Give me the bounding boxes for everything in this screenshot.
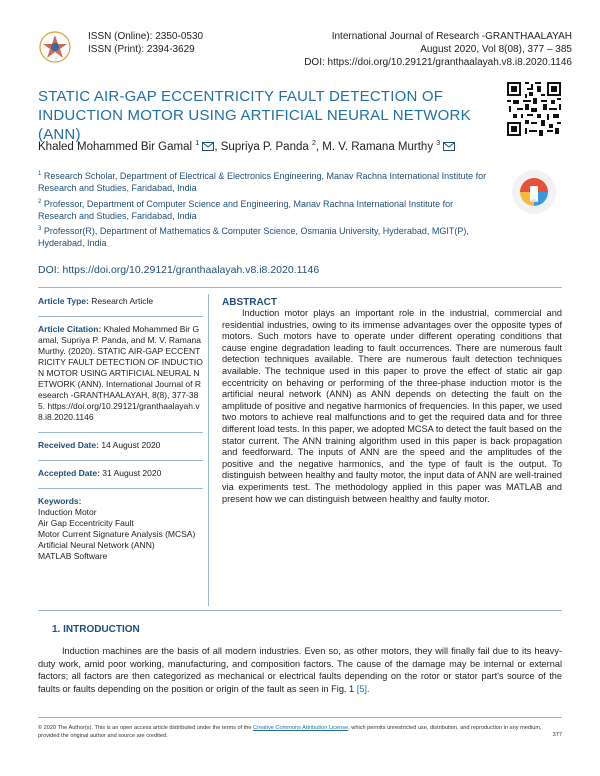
divider [38, 432, 203, 433]
journal-issue: August 2020, Vol 8(08), 377 – 385 [420, 44, 572, 55]
mail-icon[interactable] [202, 142, 214, 154]
affiliation-3-sup: 3 [38, 226, 42, 232]
qr-code[interactable] [505, 80, 563, 138]
introduction-text [38, 645, 562, 695]
article-type [38, 296, 203, 307]
affiliation-1-sup: 1 [38, 171, 42, 177]
author-separator-2: , [315, 140, 323, 153]
keywords-label: Keywords: [38, 496, 82, 506]
article-citation [38, 324, 203, 423]
keywords [38, 496, 203, 562]
citation-label: Article Citation: [38, 324, 102, 334]
received-label: Received Date: [38, 440, 99, 450]
title-line-2: INDUCTION MOTOR USING ARTIFICIAL NEURAL NETWORK (ANN) [38, 107, 471, 143]
journal-name: International Journal of Research -GRANTHAALAYAH [331, 31, 572, 42]
author-3-name: M. V. Ramana Murthy [322, 140, 434, 153]
accepted-value: 31 August 2020 [99, 468, 162, 478]
introduction-end: . [366, 683, 370, 694]
affiliation-1-text: Research Scholar, Department of Electrical & Electronics Engineering, Manav Rachna International Institute for Research and Studies, Faridabad, India [38, 171, 487, 193]
received-date [38, 440, 203, 451]
affiliation-2-sup: 2 [38, 199, 42, 205]
issn-print: ISSN (Print): 2394-3629 [88, 44, 195, 55]
affiliation-2 [38, 196, 493, 222]
divider [38, 717, 562, 718]
keyword-item: Artificial Neural Network (ANN) [38, 540, 155, 550]
keyword-item: Air Gap Eccentricity Fault [38, 518, 134, 528]
author-1-sup: 1 [195, 140, 200, 147]
affiliation-1 [38, 168, 493, 194]
abstract-text: Induction motor plays an important role in the industrial, commercial and residential industries, owing to its immense advantages over the opposite types of motors. Such motors have to operate under different operating conditions that cause engine degradation leading to fault occurrences. There are numerous fault detection techniques available. There are numerous fault detection techniques available. The technique used in this paper to prove the effect of static air gap eccentricity on behaving or performing of the three-phase induction motor is the artificial neural network (ANN) as ANN depends on detecting the fault on the amplitude of positive and negative harmonics of frequencies. In this paper, we used two motors to achieve real malfunctions and to get the required data and for three different load tests. In this paper, we adopted MCSA to detect the fault based on the stator current. The ANN training algorithm used in this paper is back propagation and feedforward. The inputs of ANN are the speed and the amplitudes of the positive and the negative harmonics, and the type of fault is the output. To distinguish between healthy and faulty motor, the input data of ANN are well-trained via experiments test. The methodology applied in this paper was MATLAB and present how we can distinguish between healthy and faulty motor. [222, 308, 562, 504]
journal-logo [38, 30, 72, 64]
author-2-name: Supriya P. Panda [220, 140, 309, 153]
mail-icon[interactable] [443, 142, 455, 154]
author-3-sup: 3 [436, 140, 441, 147]
divider [38, 287, 562, 288]
introduction-heading: 1. INTRODUCTION [52, 624, 140, 635]
article-info-sidebar [38, 296, 203, 571]
keyword-item: Induction Motor [38, 507, 97, 517]
footer-text-before: © 2020 The Author(s). This is an open access article distributed under the terms of the [38, 725, 254, 731]
accepted-label: Accepted Date: [38, 468, 100, 478]
license-footer [38, 724, 562, 740]
author-list [38, 140, 498, 154]
reference-link[interactable]: [5] [356, 683, 367, 694]
divider [38, 610, 562, 611]
journal-doi[interactable]: DOI: https://doi.org/10.29121/granthaalayah.v8.i8.2020.1146 [304, 57, 572, 68]
keyword-item: Motor Current Signature Analysis (MCSA) [38, 529, 196, 539]
paper-title [38, 87, 498, 144]
introduction-body: Induction machines are the basis of all modern industries. Even so, as other motors, they will finally fail due to its heavy-duty work, amid poor working, manufacturing, and composition factors. The cause of the damage may be internal or external factors; all factors are then categorized as mechanical or electrical faults depending on the rotor or stator part's source of the faults or faults depending on the position or origin of the fault as seen in Fig. 1 [38, 646, 562, 694]
divider [38, 488, 203, 489]
article-type-label: Article Type: [38, 296, 89, 306]
title-line-1: STATIC AIR-GAP ECCENTRICITY FAULT DETECTION OF [38, 88, 444, 105]
journal-info [252, 30, 572, 69]
crossmark-icon[interactable] [510, 168, 558, 216]
license-link[interactable]: Creative Commons Attribution License [253, 725, 349, 731]
divider [38, 460, 203, 461]
abstract-heading: ABSTRACT [222, 297, 277, 308]
page-number: 377 [552, 732, 562, 738]
divider [38, 316, 203, 317]
issn-online: ISSN (Online): 2350-0530 [88, 31, 204, 42]
received-value: 14 August 2020 [98, 440, 161, 450]
affiliation-2-text: Professor, Department of Computer Science and Engineering, Manav Rachna International Institute for Research and Studies, Faridabad, India [38, 199, 454, 221]
citation-value: Khaled Mohammed Bir Gamal, Supriya P. Panda, and M. V. Ramana Murthy. (2020). STATIC AIR-GAP ECCENTRICITY FAULT DETECTION OF INDUCTION MOTOR USING ARTIFICIAL NEURAL NETWORK (ANN). International Journal of Research -GRANTHAALAYAH, 8(8), 377-385. https://doi.org/10.29121/granthaalayah.v8.i8.2020.1146 [38, 324, 203, 422]
author-separator-1: , [214, 140, 221, 153]
author-1-name: Khaled Mohammed Bir Gamal [38, 140, 193, 153]
footer-text-after: , which permits unrestricted use, distribution, and reproduction in any medium, provided the original author and source are credited. [38, 725, 542, 739]
doi-link[interactable]: DOI: https://doi.org/10.29121/granthaalayah.v8.i8.2020.1146 [38, 264, 320, 276]
affiliation-3 [38, 223, 493, 249]
column-divider [208, 294, 209, 606]
issn-block [88, 30, 203, 56]
keyword-item: MATLAB Software [38, 551, 108, 561]
accepted-date [38, 468, 203, 479]
affiliation-3-text: Professor(R), Department of Mathematics & Computer Science, Osmania University, Hyderabad, MGIT(P), Hyderabad, India [38, 226, 469, 248]
article-type-value: Research Article [88, 296, 154, 306]
author-2-sup: 2 [311, 140, 316, 147]
